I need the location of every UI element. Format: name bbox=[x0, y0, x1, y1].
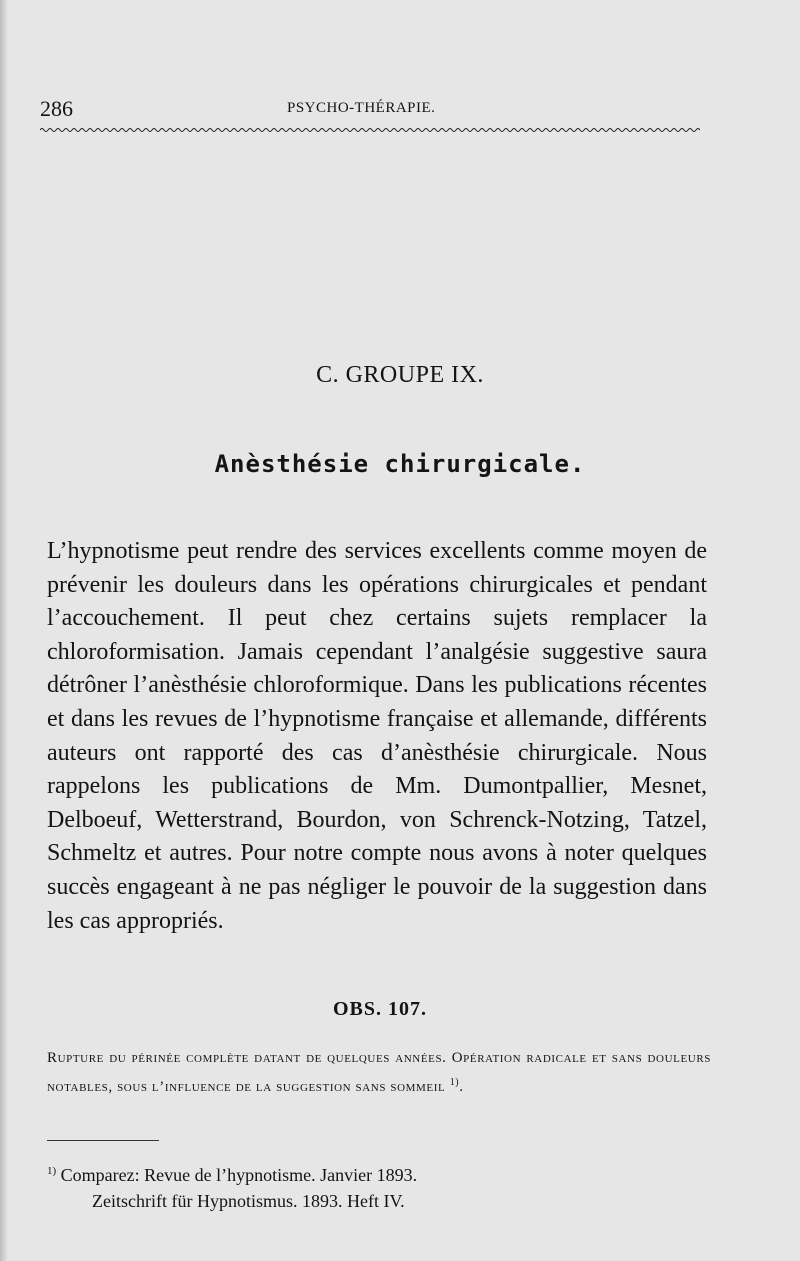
observation-caption-text: Rupture du périnée complète datant de quelques années. Opération radicale et sans douleurs notables, sous l’influence de la suggestion sans sommeil bbox=[47, 1050, 711, 1095]
page-number: 286 bbox=[40, 96, 73, 121]
footnote-line-1 bbox=[47, 1158, 707, 1188]
running-head bbox=[40, 96, 708, 122]
body-paragraph: L’hypnotisme peut rendre des services excellents comme moyen de prévenir les douleurs dans les opérations chirurgicales et pendant l’accouchement. Il peut chez certains sujets remplacer la chloroformisation. Jamais cependant l’analgésie suggestive saura détrôner l’anèsthésie chloroformique. Dans les publications récentes et dans les revues de l’hypnotisme française et allemande, différents auteurs ont rapporté des cas d’anèsthésie chirurgicale. Nous rappelons les publications de Mm. Dumontpallier, Mesnet, Delboeuf, Wetterstrand, Bourdon, von Schrenck-Notzing, Tatzel, Schmeltz et autres. Pour notre compte nous avons à noter quelques succès engageant à ne pas négliger le pouvoir de la suggestion dans les cas appropriés. bbox=[47, 538, 707, 934]
footnote-text-2: Zeitschrift für Hypnotismus. 1893. Heft IV. bbox=[92, 1191, 405, 1211]
footnote-reference: 1) bbox=[449, 1076, 460, 1088]
section-heading: C. GROUPE IX. bbox=[316, 362, 484, 388]
footnote-marker: 1) bbox=[47, 1165, 57, 1177]
observation-caption: Rupture du périnée complète datant de quelques années. Opération radicale et sans douleurs notables, sous l’influence de la suggestion sans sommeil $^{1)}$. bbox=[47, 1050, 711, 1095]
footnote-text-1: Comparez: Revue de l’hypnotisme. Janvier 1893. bbox=[60, 1165, 418, 1185]
footnote-separator bbox=[47, 1140, 159, 1141]
footnote bbox=[47, 1158, 707, 1214]
running-title: PSYCHO-THÉRAPIE. bbox=[287, 100, 436, 116]
page-edge-shadow bbox=[0, 0, 8, 1261]
section-subheading: Anèsthésie chirurgicale. bbox=[214, 450, 586, 478]
observation-label: OBS. 107. bbox=[332, 998, 428, 1020]
header-wavy-rule bbox=[40, 126, 700, 134]
